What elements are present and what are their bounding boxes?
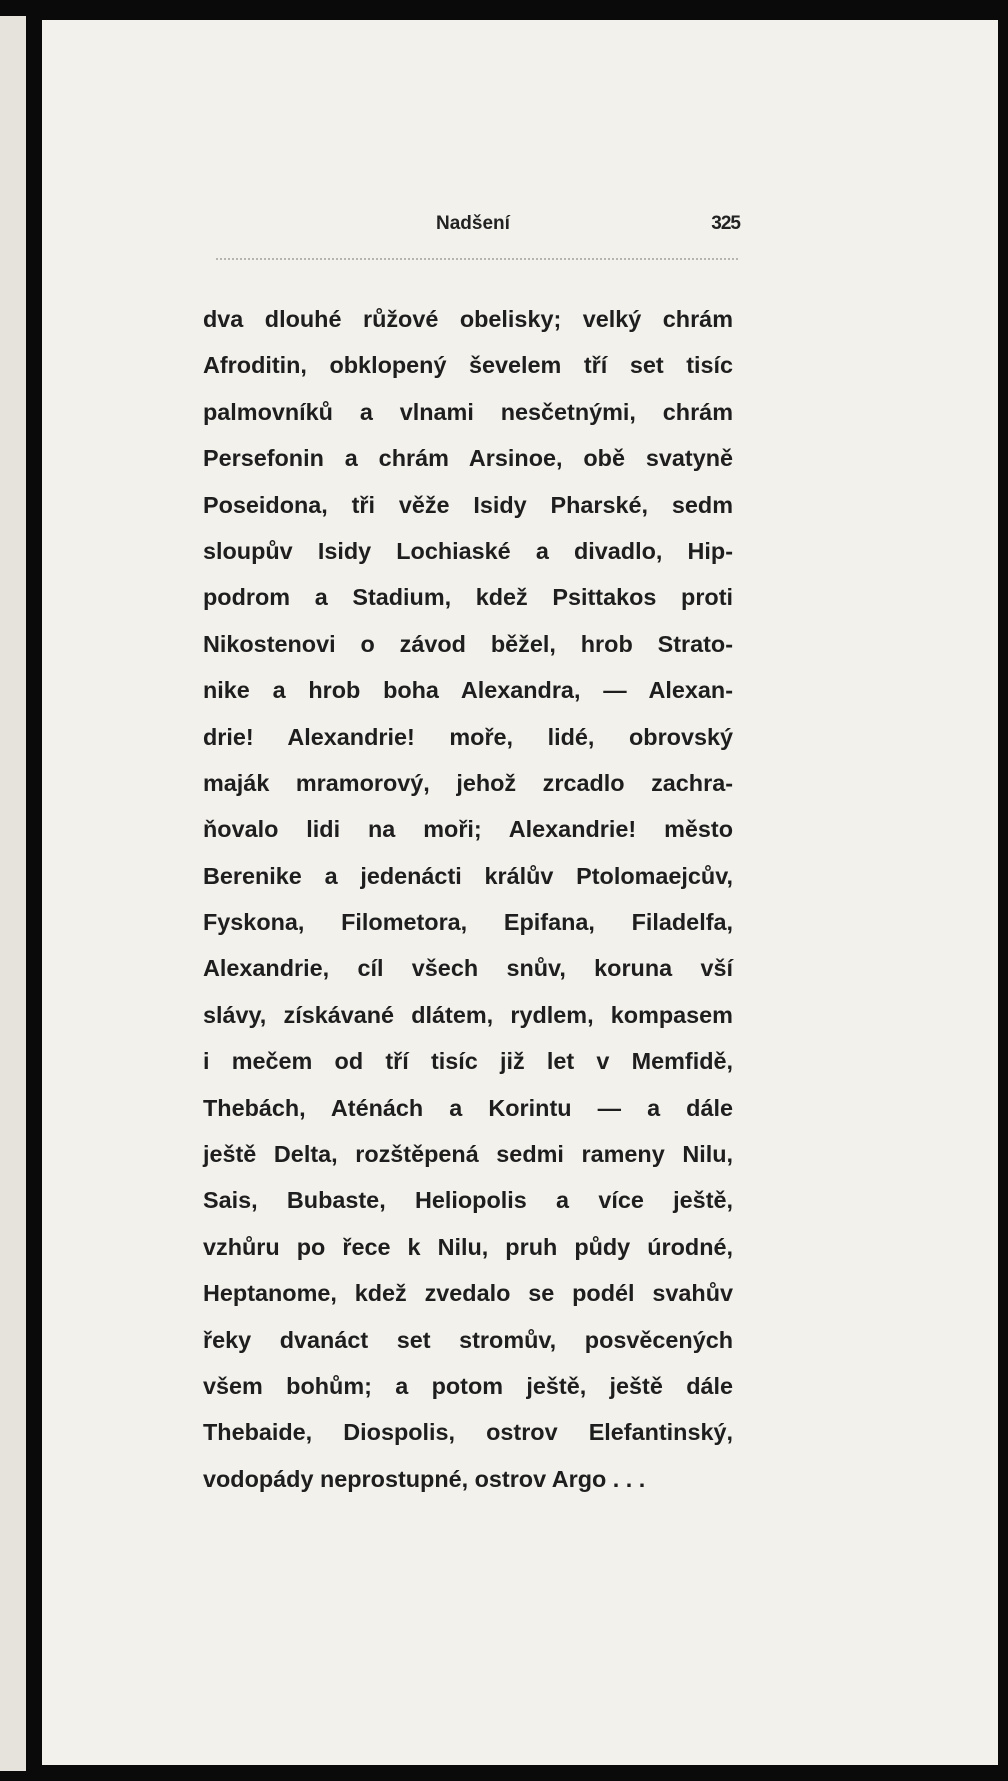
text-line: Fyskona, Filometora, Epifana, Filadelfa, <box>203 909 733 936</box>
text-line: Berenike a jedenácti králův Ptolomaejcův, <box>203 862 733 889</box>
text-line: Afroditin, obklopený ševelem tří set tisíc <box>203 352 733 379</box>
running-title: Nadšení <box>436 213 510 234</box>
text-line: Nikostenovi o závod běžel, hrob Strato- <box>203 630 733 657</box>
text-line: Heptanome, kdež zvedalo se podél svahův <box>203 1280 733 1307</box>
text-line: ještě Delta, rozštěpená sedmi rameny Nilu, <box>203 1141 733 1168</box>
facing-page-edge <box>0 16 26 1771</box>
text-line: vzhůru po řece k Nilu, pruh půdy úrodné, <box>203 1233 733 1260</box>
text-line: všem bohům; a potom ještě, ještě dále <box>203 1372 733 1399</box>
text-line: drie! Alexandrie! moře, lidé, obrovský <box>203 723 733 750</box>
text-line: slávy, získávané dlátem, rydlem, kompasem <box>203 1001 733 1028</box>
body-text <box>203 296 733 1502</box>
text-line: Poseidona, tři věže Isidy Pharské, sedm <box>203 491 733 518</box>
page-number: 325 <box>711 213 740 234</box>
text-line: sloupův Isidy Lochiaské a divadlo, Hip- <box>203 537 733 564</box>
text-line: Alexandrie, cíl všech snův, koruna vší <box>203 955 733 982</box>
header-rule <box>216 258 738 260</box>
text-line: Thebách, Aténách a Korintu — a dále <box>203 1094 733 1121</box>
text-line: dva dlouhé růžové obelisky; velký chrám <box>203 306 733 332</box>
text-line: i mečem od tří tisíc již let v Memfidě, <box>203 1048 733 1075</box>
text-line: maják mramorový, jehož zrcadlo zachra- <box>203 769 733 796</box>
text-line: Thebaide, Diospolis, ostrov Elefantinský, <box>203 1419 733 1446</box>
page-header <box>212 210 740 240</box>
text-line: palmovníků a vlnami nesčetnými, chrám <box>203 398 733 425</box>
text-line: řeky dvanáct set stromův, posvěcených <box>203 1326 733 1353</box>
text-line: Persefonin a chrám Arsinoe, obě svatyně <box>203 445 733 472</box>
text-line: nike a hrob boha Alexandra, — Alexan- <box>203 677 733 704</box>
text-line: vodopády neprostupné, ostrov Argo . . . <box>203 1465 646 1492</box>
text-line: podrom a Stadium, kdež Psittakos proti <box>203 584 733 611</box>
text-line: Sais, Bubaste, Heliopolis a více ještě, <box>203 1187 733 1214</box>
text-line: ňovalo lidi na moři; Alexandrie! město <box>203 816 733 843</box>
